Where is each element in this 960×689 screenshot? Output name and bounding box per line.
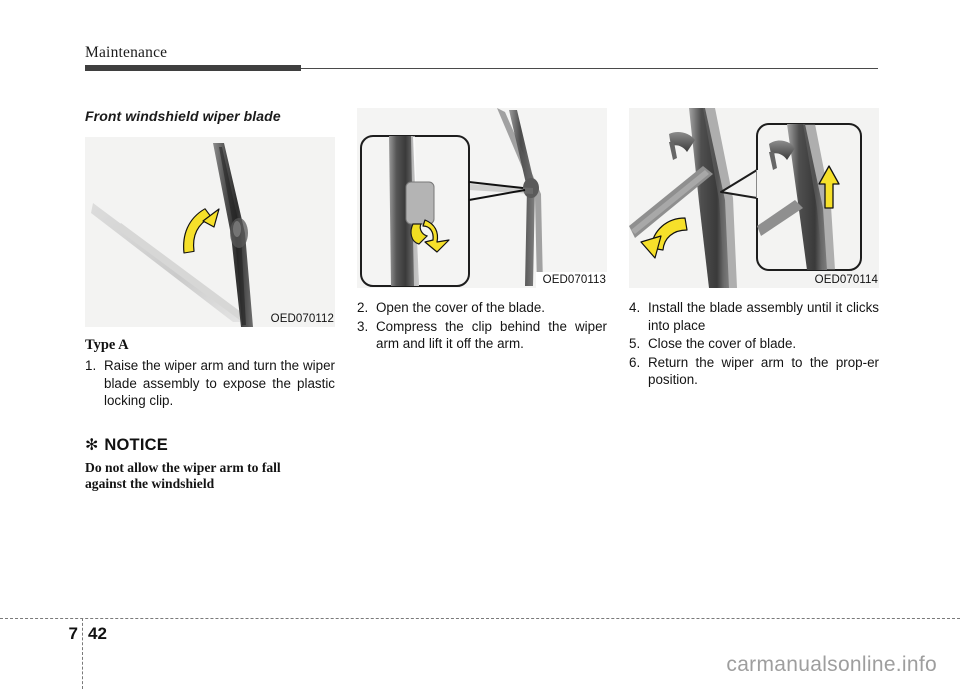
figure-blade-cover bbox=[357, 108, 607, 288]
step-list-left bbox=[85, 357, 335, 410]
step-text: Compress the clip behind the wiper arm and lift it off the arm. bbox=[376, 318, 607, 352]
list-item bbox=[629, 335, 879, 353]
step-text: Open the cover of the blade. bbox=[376, 300, 545, 315]
figure-2-illustration bbox=[357, 108, 607, 288]
header-rule-accent bbox=[85, 65, 301, 71]
section-heading: Front windshield wiper blade bbox=[85, 108, 281, 124]
column-middle bbox=[357, 108, 607, 354]
list-item bbox=[357, 299, 607, 317]
asterisk-icon: ✻ bbox=[85, 434, 99, 454]
list-item bbox=[629, 354, 879, 389]
step-text: Install the blade assembly until it clicks into place bbox=[648, 300, 879, 333]
notice-line-2: against the windshield bbox=[85, 476, 215, 492]
notice-body bbox=[85, 460, 335, 493]
figure-code-middle: OED070113 bbox=[536, 272, 607, 288]
step-text: Raise the wiper arm and turn the wiper blade assembly to expose the plastic locking clip. bbox=[104, 358, 335, 409]
figure-blade-install bbox=[629, 108, 879, 288]
notice-block bbox=[85, 436, 335, 493]
column-left bbox=[85, 108, 335, 493]
page-title: Maintenance bbox=[85, 44, 168, 61]
figure-1-illustration bbox=[85, 137, 335, 327]
step-number: 3. bbox=[357, 318, 369, 334]
step-list-middle bbox=[357, 299, 607, 353]
notice-title: NOTICE bbox=[104, 435, 168, 454]
figure-code-left: OED070112 bbox=[270, 313, 334, 325]
step-number: 5. bbox=[629, 336, 641, 352]
column-right bbox=[629, 108, 879, 390]
type-label: Type A bbox=[85, 337, 129, 353]
page-number: 42 bbox=[88, 624, 107, 643]
step-text: Close the cover of blade. bbox=[648, 336, 797, 352]
step-number: 2. bbox=[357, 300, 369, 315]
figure-code-right: OED070114 bbox=[814, 274, 878, 286]
step-number: 6. bbox=[629, 354, 641, 370]
step-text: Return the wiper arm to the prop-er position. bbox=[648, 354, 879, 388]
figure-wiper-arm-raised bbox=[85, 137, 335, 327]
figure-3-illustration bbox=[629, 108, 879, 288]
header-rule bbox=[85, 65, 878, 71]
chapter-number: 7 bbox=[68, 624, 78, 643]
notice-header bbox=[85, 436, 335, 455]
step-list-right bbox=[629, 299, 879, 389]
list-item bbox=[357, 318, 607, 353]
step-number: 4. bbox=[629, 300, 641, 315]
page-header bbox=[85, 44, 878, 76]
watermark: carmanualsonline.info bbox=[726, 653, 937, 676]
footer-crop-line-horizontal bbox=[0, 618, 960, 619]
notice-line-1: Do not allow the wiper arm to fall bbox=[85, 459, 281, 475]
step-number: 1. bbox=[85, 358, 97, 373]
list-item bbox=[85, 357, 335, 410]
list-item bbox=[629, 299, 879, 334]
